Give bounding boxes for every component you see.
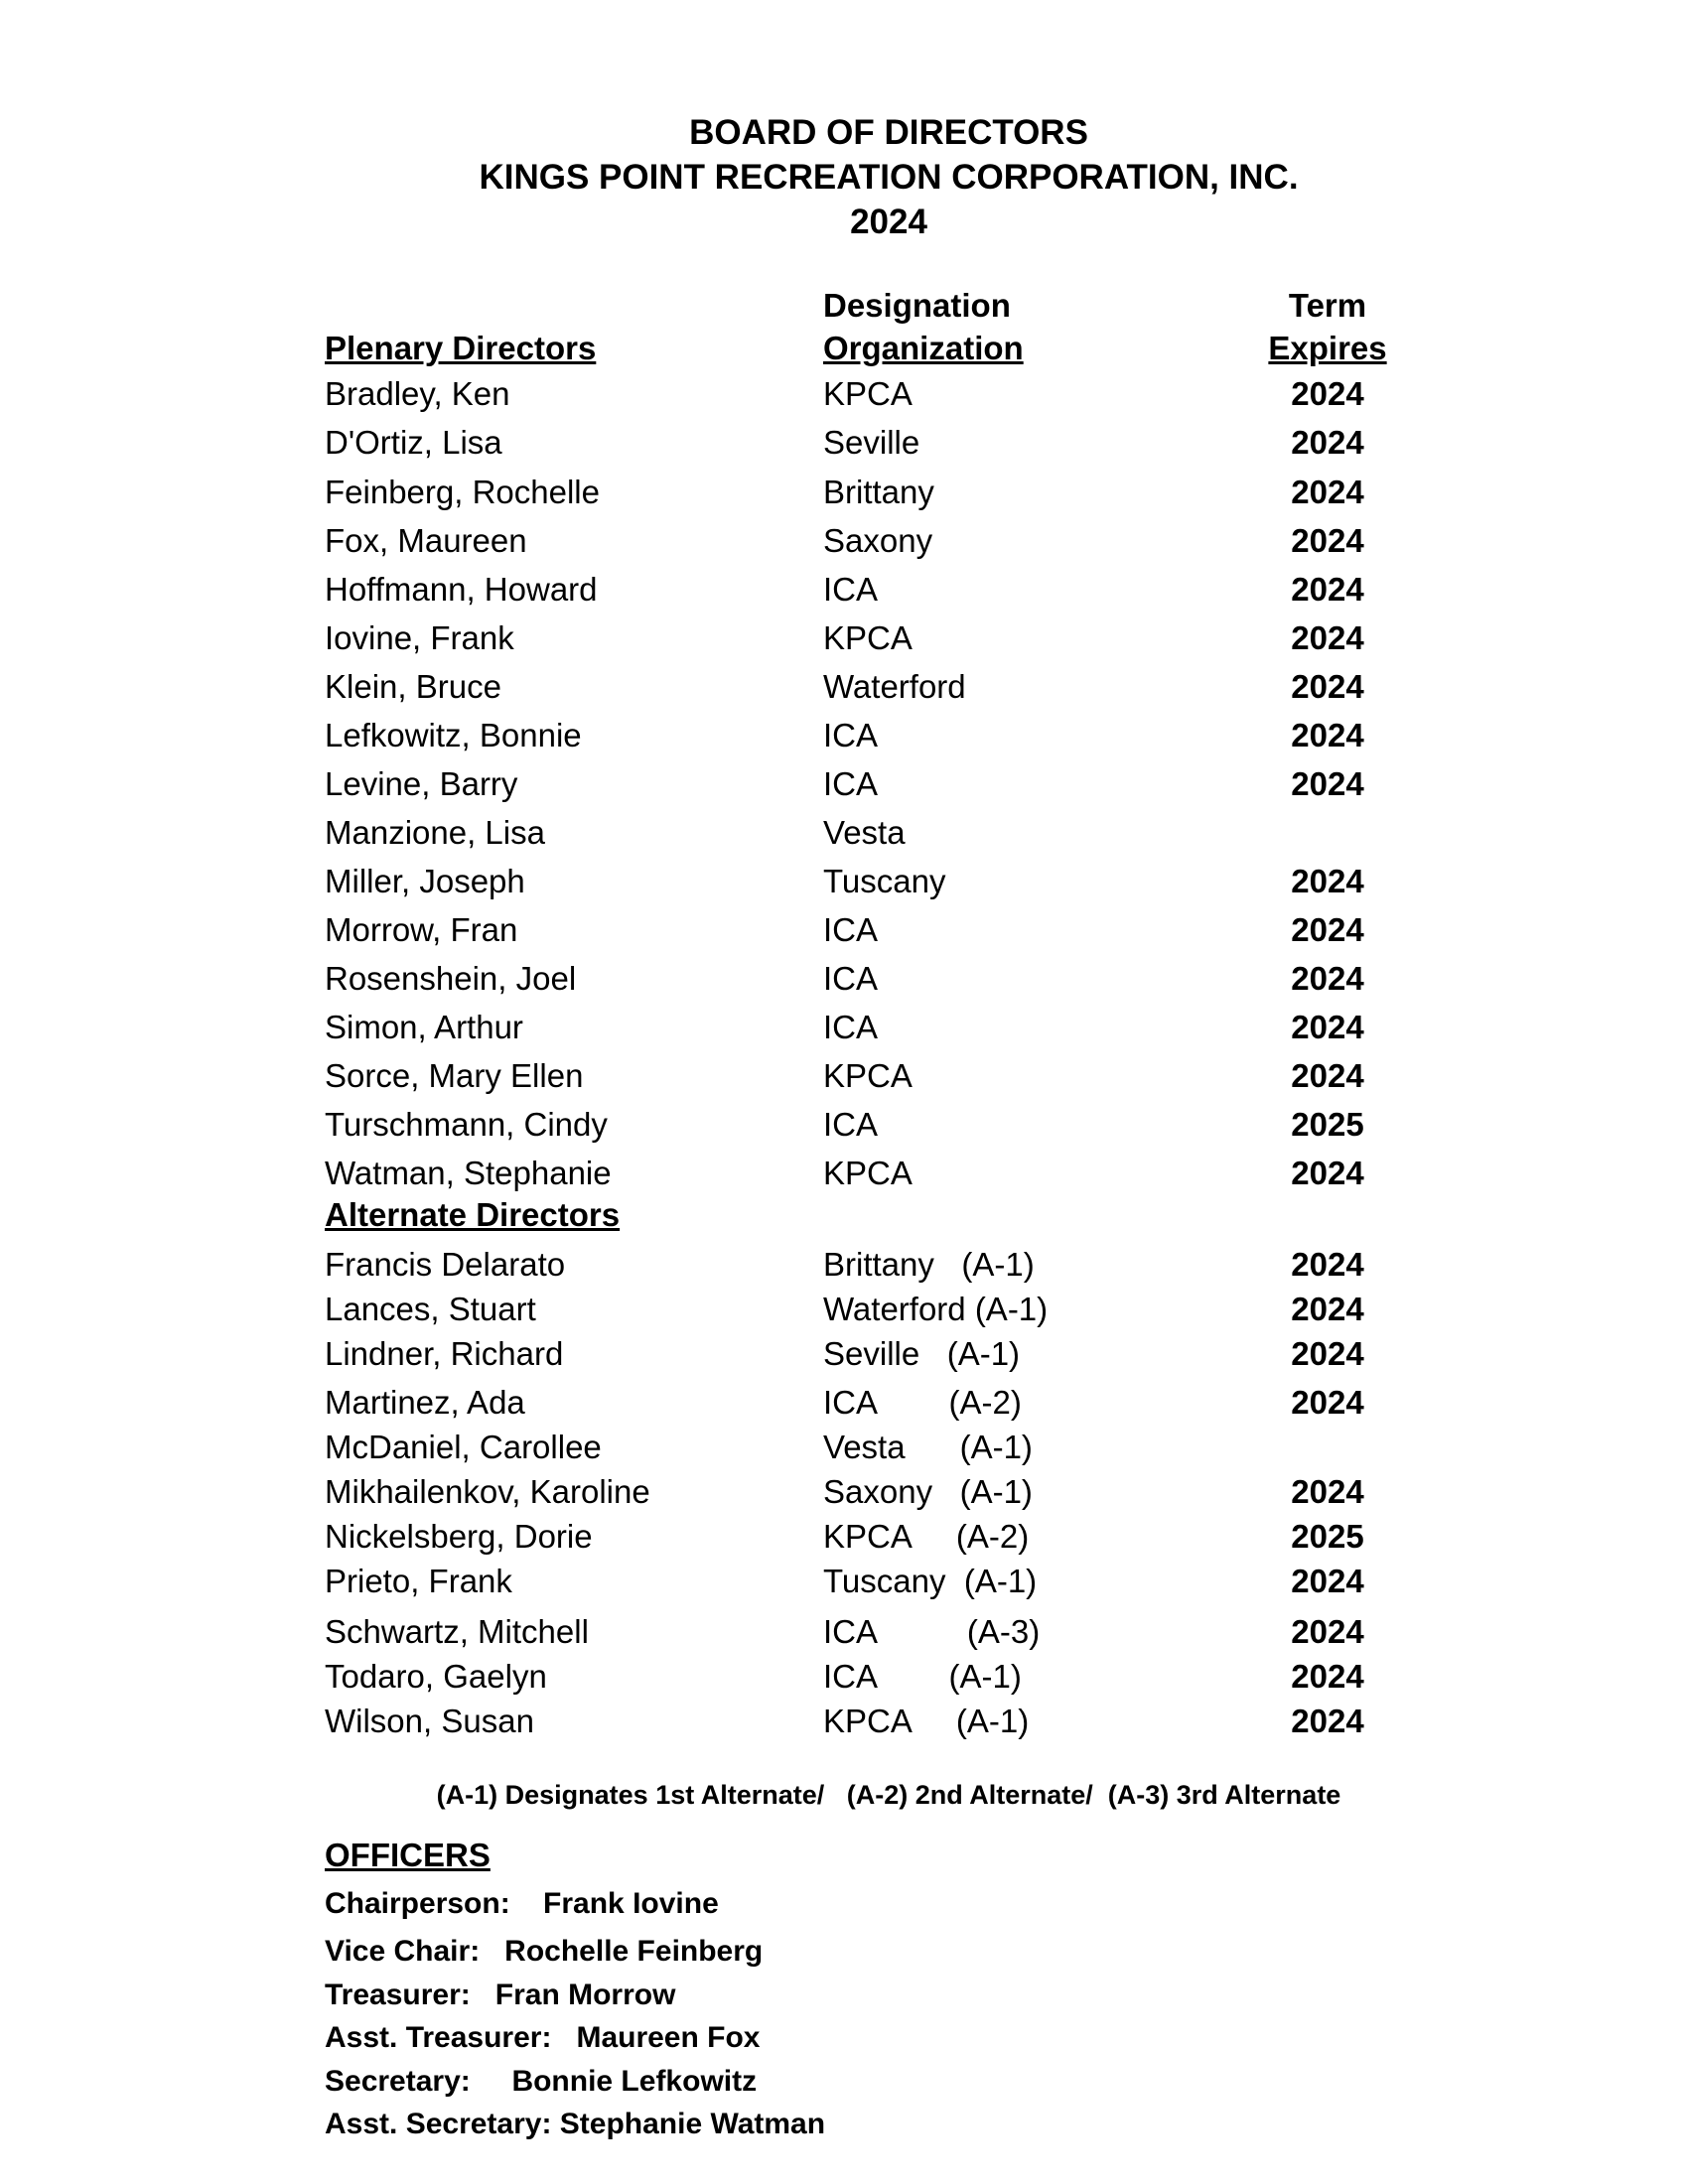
designation-organization: ICA — [823, 911, 879, 948]
alternate-director-row — [0, 1655, 1688, 1699]
term-expires: 2024 — [1291, 424, 1364, 461]
designation-organization: Seville — [823, 424, 920, 461]
director-name: Francis Delarato — [325, 1246, 566, 1283]
director-name: Klein, Bruce — [325, 668, 501, 705]
term-expires: 2024 — [1291, 863, 1364, 899]
term-expires: 2024 — [1291, 1384, 1364, 1421]
term-expires: 2024 — [1291, 1613, 1364, 1650]
term-expires: 2024 — [1291, 1563, 1364, 1599]
designation-organization: KPCA — [823, 375, 913, 412]
designation-organization: KPCA — [823, 1155, 913, 1191]
designation-organization: KPCA (A-2) — [823, 1518, 1030, 1555]
term-expires: 2024 — [1291, 1009, 1364, 1045]
director-name: McDaniel, Carollee — [325, 1429, 602, 1465]
director-name: Schwartz, Mitchell — [325, 1613, 589, 1650]
plenary-director-row — [0, 665, 1688, 709]
expires-header: Expires — [1268, 330, 1387, 366]
designation-organization: ICA — [823, 571, 879, 608]
plenary-director-row — [0, 372, 1688, 416]
alternate-director-row — [0, 1288, 1688, 1331]
term-expires: 2024 — [1291, 1658, 1364, 1695]
alternate-director-row — [0, 1610, 1688, 1654]
plenary-director-row — [0, 860, 1688, 903]
officer-line: Treasurer: Fran Morrow — [325, 1979, 676, 2011]
term-expires: 2024 — [1291, 1291, 1364, 1327]
designation-organization: Brittany (A-1) — [823, 1246, 1035, 1283]
term-expires: 2024 — [1291, 1155, 1364, 1191]
plenary-director-row — [0, 714, 1688, 757]
alternate-director-row — [0, 1515, 1688, 1559]
term-expires: 2024 — [1291, 960, 1364, 997]
term-header: Term — [1288, 287, 1367, 324]
designation-organization: Saxony (A-1) — [823, 1473, 1033, 1510]
designation-organization: ICA — [823, 717, 879, 753]
director-name: Manzione, Lisa — [325, 814, 545, 851]
alternate-director-row — [0, 1243, 1688, 1287]
director-name: Wilson, Susan — [325, 1703, 534, 1739]
term-expires: 2024 — [1291, 1473, 1364, 1510]
designation-organization: Seville (A-1) — [823, 1335, 1021, 1372]
alternate-director-row — [0, 1381, 1688, 1425]
designation-organization: Waterford (A-1) — [823, 1291, 1049, 1327]
designation-organization: ICA — [823, 765, 879, 802]
designation-organization: ICA — [823, 1106, 879, 1143]
plenary-director-row — [0, 762, 1688, 806]
officer-line: Asst. Treasurer: Maureen Fox — [325, 2021, 761, 2054]
designation-header: Designation — [823, 287, 1011, 324]
term-expires: 2024 — [1291, 668, 1364, 705]
designation-organization: Tuscany — [823, 863, 946, 899]
term-expires: 2024 — [1291, 1703, 1364, 1739]
officer-line: Chairperson: Frank Iovine — [325, 1887, 719, 1920]
term-expires: 2024 — [1291, 619, 1364, 656]
director-name: Morrow, Fran — [325, 911, 518, 948]
director-name: Turschmann, Cindy — [325, 1106, 608, 1143]
designation-organization: KPCA — [823, 1057, 913, 1094]
plenary-director-row — [0, 811, 1688, 855]
officer-line: Asst. Secretary: Stephanie Watman — [325, 2108, 826, 2140]
designation-organization: Saxony — [823, 522, 933, 559]
term-expires: 2024 — [1291, 765, 1364, 802]
alternate-director-row — [0, 1470, 1688, 1514]
designation-organization: Vesta — [823, 814, 906, 851]
plenary-director-row — [0, 957, 1688, 1001]
director-name: Martinez, Ada — [325, 1384, 525, 1421]
designation-organization: Tuscany (A-1) — [823, 1563, 1038, 1599]
officer-line: Vice Chair: Rochelle Feinberg — [325, 1935, 764, 1968]
plenary-director-row — [0, 1006, 1688, 1049]
director-name: Lefkowitz, Bonnie — [325, 717, 582, 753]
term-expires: 2024 — [1291, 474, 1364, 510]
director-name: D'Ortiz, Lisa — [325, 424, 502, 461]
designation-organization: ICA (A-2) — [823, 1384, 1022, 1421]
plenary-director-row — [0, 519, 1688, 563]
plenary-director-row — [0, 1152, 1688, 1195]
term-expires: 2025 — [1291, 1518, 1364, 1555]
term-expires: 2024 — [1291, 522, 1364, 559]
term-expires: 2024 — [1291, 717, 1364, 753]
director-name: Fox, Maureen — [325, 522, 527, 559]
alternate-director-row — [0, 1426, 1688, 1469]
designation-organization: ICA — [823, 960, 879, 997]
designation-organization: Brittany — [823, 474, 934, 510]
director-name: Miller, Joseph — [325, 863, 525, 899]
director-name: Mikhailenkov, Karoline — [325, 1473, 650, 1510]
designation-organization: ICA — [823, 1009, 879, 1045]
term-expires: 2024 — [1291, 571, 1364, 608]
plenary-directors-heading: Plenary Directors — [325, 330, 597, 366]
director-name: Prieto, Frank — [325, 1563, 512, 1599]
director-name: Lindner, Richard — [325, 1335, 564, 1372]
document-year: 2024 — [850, 203, 927, 241]
alternate-director-row — [0, 1560, 1688, 1603]
director-name: Bradley, Ken — [325, 375, 510, 412]
plenary-director-row — [0, 908, 1688, 952]
designation-organization: ICA (A-3) — [823, 1613, 1041, 1650]
director-name: Watman, Stephanie — [325, 1155, 612, 1191]
director-name: Lances, Stuart — [325, 1291, 536, 1327]
officer-line: Secretary: Bonnie Lefkowitz — [325, 2065, 758, 2098]
director-name: Sorce, Mary Ellen — [325, 1057, 584, 1094]
alternate-designation-note: (A-1) Designates 1st Alternate/ (A-2) 2nd Alternate/ (A-3) 3rd Alternate — [436, 1780, 1341, 1810]
term-expires: 2024 — [1291, 1246, 1364, 1283]
alternate-director-row — [0, 1332, 1688, 1376]
term-expires: 2024 — [1291, 1335, 1364, 1372]
document-title: BOARD OF DIRECTORS — [689, 113, 1088, 152]
director-name: Todaro, Gaelyn — [325, 1658, 547, 1695]
director-name: Iovine, Frank — [325, 619, 514, 656]
designation-organization: Vesta (A-1) — [823, 1429, 1033, 1465]
plenary-director-row — [0, 568, 1688, 612]
term-expires: 2024 — [1291, 911, 1364, 948]
plenary-director-row — [0, 471, 1688, 514]
officers-heading: OFFICERS — [325, 1837, 491, 1873]
alternate-director-row — [0, 1700, 1688, 1743]
director-name: Feinberg, Rochelle — [325, 474, 600, 510]
plenary-director-row — [0, 1054, 1688, 1098]
director-name: Simon, Arthur — [325, 1009, 523, 1045]
designation-organization: Waterford — [823, 668, 966, 705]
designation-organization: ICA (A-1) — [823, 1658, 1022, 1695]
director-name: Levine, Barry — [325, 765, 518, 802]
term-expires: 2025 — [1291, 1106, 1364, 1143]
organization-header: Organization — [823, 330, 1024, 366]
director-name: Nickelsberg, Dorie — [325, 1518, 593, 1555]
plenary-director-row — [0, 1103, 1688, 1147]
corporation-name: KINGS POINT RECREATION CORPORATION, INC. — [479, 158, 1299, 197]
plenary-director-row — [0, 616, 1688, 660]
director-name: Rosenshein, Joel — [325, 960, 577, 997]
alternate-directors-heading: Alternate Directors — [325, 1196, 621, 1233]
director-name: Hoffmann, Howard — [325, 571, 598, 608]
term-expires: 2024 — [1291, 375, 1364, 412]
designation-organization: KPCA (A-1) — [823, 1703, 1030, 1739]
term-expires: 2024 — [1291, 1057, 1364, 1094]
plenary-director-row — [0, 421, 1688, 465]
designation-organization: KPCA — [823, 619, 913, 656]
